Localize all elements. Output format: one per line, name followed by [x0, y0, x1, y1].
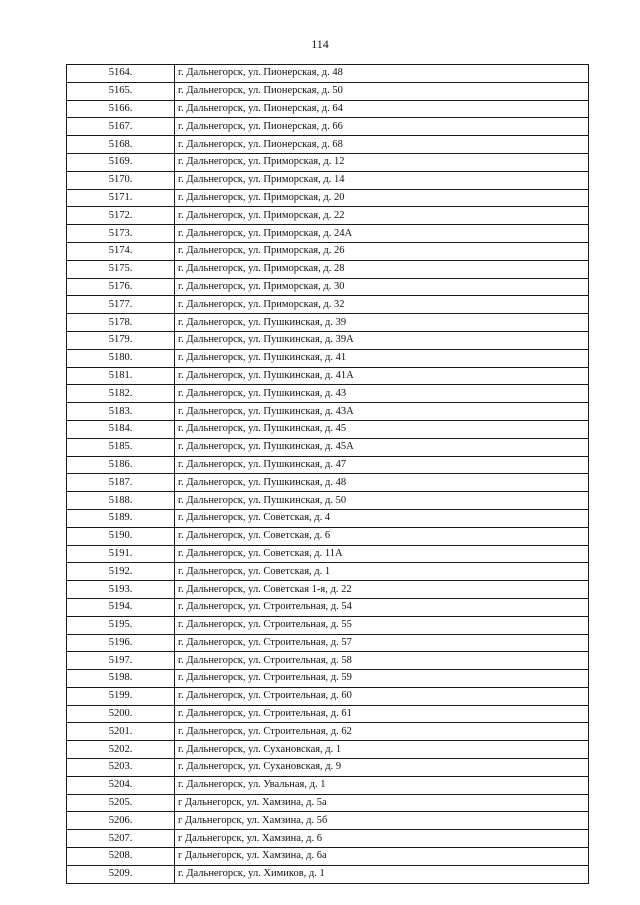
table-row: [67, 830, 589, 848]
table-row: [67, 403, 589, 421]
row-number-cell: 5195.: [67, 616, 175, 634]
address-cell: г. Дальнегорск, ул. Пушкинская, д. 45: [175, 420, 589, 438]
address-cell: г Дальнегорск, ул. Хамзина, д. 5а: [175, 794, 589, 812]
address-cell: г. Дальнегорск, ул. Приморская, д. 24А: [175, 225, 589, 243]
table-row: [67, 171, 589, 189]
table-row: [67, 705, 589, 723]
row-number-cell: 5165.: [67, 82, 175, 100]
address-cell: г Дальнегорск, ул. Хамзина, д. 5б: [175, 812, 589, 830]
address-cell: г. Дальнегорск, ул. Строительная, д. 61: [175, 705, 589, 723]
table-row: [67, 687, 589, 705]
table-row: [67, 296, 589, 314]
table-row: [67, 100, 589, 118]
address-cell: г. Дальнегорск, ул. Пушкинская, д. 48: [175, 474, 589, 492]
row-number-cell: 5207.: [67, 830, 175, 848]
table-row: [67, 492, 589, 510]
address-cell: г. Дальнегорск, ул. Строительная, д. 54: [175, 598, 589, 616]
address-cell: г. Дальнегорск, ул. Приморская, д. 32: [175, 296, 589, 314]
row-number-cell: 5176.: [67, 278, 175, 296]
table-row: [67, 634, 589, 652]
table-row: [67, 848, 589, 866]
address-cell: г. Дальнегорск, ул. Пионерская, д. 68: [175, 136, 589, 154]
address-cell: г. Дальнегорск, ул. Строительная, д. 58: [175, 652, 589, 670]
table-row: [67, 670, 589, 688]
address-cell: г. Дальнегорск, ул. Пушкинская, д. 41А: [175, 367, 589, 385]
address-cell: г. Дальнегорск, ул. Сухановская, д. 1: [175, 741, 589, 759]
address-cell: г. Дальнегорск, ул. Советская, д. 6: [175, 527, 589, 545]
table-row: [67, 260, 589, 278]
row-number-cell: 5205.: [67, 794, 175, 812]
table-row: [67, 153, 589, 171]
address-cell: г. Дальнегорск, ул. Советская, д. 4: [175, 509, 589, 527]
address-cell: г. Дальнегорск, ул. Пионерская, д. 50: [175, 82, 589, 100]
table-row: [67, 82, 589, 100]
address-cell: г. Дальнегорск, ул. Приморская, д. 12: [175, 153, 589, 171]
row-number-cell: 5209.: [67, 865, 175, 883]
row-number-cell: 5169.: [67, 153, 175, 171]
table-row: [67, 349, 589, 367]
table-row: [67, 741, 589, 759]
address-cell: г. Дальнегорск, ул. Строительная, д. 55: [175, 616, 589, 634]
table-row: [67, 278, 589, 296]
address-cell: г. Дальнегорск, ул. Строительная, д. 59: [175, 670, 589, 688]
row-number-cell: 5196.: [67, 634, 175, 652]
address-cell: г. Дальнегорск, ул. Увальная, д. 1: [175, 776, 589, 794]
row-number-cell: 5197.: [67, 652, 175, 670]
row-number-cell: 5187.: [67, 474, 175, 492]
address-cell: г. Дальнегорск, ул. Пушкинская, д. 39А: [175, 331, 589, 349]
row-number-cell: 5175.: [67, 260, 175, 278]
table-row: [67, 314, 589, 332]
address-cell: г. Дальнегорск, ул. Пушкинская, д. 43А: [175, 403, 589, 421]
table-row: [67, 527, 589, 545]
address-cell: г. Дальнегорск, ул. Пушкинская, д. 43: [175, 385, 589, 403]
row-number-cell: 5186.: [67, 456, 175, 474]
row-number-cell: 5202.: [67, 741, 175, 759]
page-number: 114: [311, 37, 329, 51]
table-row: [67, 474, 589, 492]
row-number-cell: 5180.: [67, 349, 175, 367]
table-row: [67, 367, 589, 385]
table-row: [67, 225, 589, 243]
table-row: [67, 545, 589, 563]
table-row: [67, 581, 589, 599]
row-number-cell: 5166.: [67, 100, 175, 118]
address-cell: г. Дальнегорск, ул. Приморская, д. 20: [175, 189, 589, 207]
address-cell: г. Дальнегорск, ул. Строительная, д. 62: [175, 723, 589, 741]
address-cell: г. Дальнегорск, ул. Пионерская, д. 48: [175, 65, 589, 83]
row-number-cell: 5178.: [67, 314, 175, 332]
row-number-cell: 5204.: [67, 776, 175, 794]
row-number-cell: 5168.: [67, 136, 175, 154]
table-row: [67, 509, 589, 527]
row-number-cell: 5201.: [67, 723, 175, 741]
address-cell: г. Дальнегорск, ул. Приморская, д. 22: [175, 207, 589, 225]
address-cell: г. Дальнегорск, ул. Советская 1-я, д. 22: [175, 581, 589, 599]
address-cell: г. Дальнегорск, ул. Строительная, д. 57: [175, 634, 589, 652]
row-number-cell: 5192.: [67, 563, 175, 581]
address-cell: г Дальнегорск, ул. Хамзина, д. 6: [175, 830, 589, 848]
address-cell: г. Дальнегорск, ул. Приморская, д. 26: [175, 242, 589, 260]
address-cell: г. Дальнегорск, ул. Пушкинская, д. 50: [175, 492, 589, 510]
table-row: [67, 136, 589, 154]
address-cell: г. Дальнегорск, ул. Строительная, д. 60: [175, 687, 589, 705]
row-number-cell: 5179.: [67, 331, 175, 349]
address-table-body: [67, 65, 589, 884]
row-number-cell: 5173.: [67, 225, 175, 243]
table-row: [67, 385, 589, 403]
row-number-cell: 5181.: [67, 367, 175, 385]
row-number-cell: 5189.: [67, 509, 175, 527]
table-row: [67, 794, 589, 812]
row-number-cell: 5171.: [67, 189, 175, 207]
table-row: [67, 563, 589, 581]
address-cell: г. Дальнегорск, ул. Приморская, д. 30: [175, 278, 589, 296]
table-row: [67, 616, 589, 634]
row-number-cell: 5188.: [67, 492, 175, 510]
address-cell: г. Дальнегорск, ул. Пионерская, д. 64: [175, 100, 589, 118]
table-row: [67, 65, 589, 83]
table-row: [67, 207, 589, 225]
table-row: [67, 420, 589, 438]
address-cell: г. Дальнегорск, ул. Советская, д. 11А: [175, 545, 589, 563]
row-number-cell: 5193.: [67, 581, 175, 599]
row-number-cell: 5200.: [67, 705, 175, 723]
table-row: [67, 759, 589, 777]
row-number-cell: 5182.: [67, 385, 175, 403]
address-table: [66, 64, 589, 884]
row-number-cell: 5185.: [67, 438, 175, 456]
address-cell: г. Дальнегорск, ул. Пионерская, д. 66: [175, 118, 589, 136]
row-number-cell: 5172.: [67, 207, 175, 225]
address-cell: г. Дальнегорск, ул. Приморская, д. 14: [175, 171, 589, 189]
table-row: [67, 331, 589, 349]
row-number-cell: 5184.: [67, 420, 175, 438]
address-cell: г. Дальнегорск, ул. Пушкинская, д. 47: [175, 456, 589, 474]
row-number-cell: 5194.: [67, 598, 175, 616]
table-row: [67, 865, 589, 883]
row-number-cell: 5183.: [67, 403, 175, 421]
row-number-cell: 5177.: [67, 296, 175, 314]
row-number-cell: 5174.: [67, 242, 175, 260]
row-number-cell: 5208.: [67, 848, 175, 866]
table-row: [67, 456, 589, 474]
address-cell: г. Дальнегорск, ул. Сухановская, д. 9: [175, 759, 589, 777]
table-row: [67, 652, 589, 670]
table-row: [67, 723, 589, 741]
table-row: [67, 598, 589, 616]
table-row: [67, 118, 589, 136]
row-number-cell: 5164.: [67, 65, 175, 83]
table-row: [67, 812, 589, 830]
address-cell: г. Дальнегорск, ул. Советская, д. 1: [175, 563, 589, 581]
table-row: [67, 438, 589, 456]
row-number-cell: 5167.: [67, 118, 175, 136]
row-number-cell: 5203.: [67, 759, 175, 777]
row-number-cell: 5190.: [67, 527, 175, 545]
row-number-cell: 5191.: [67, 545, 175, 563]
row-number-cell: 5198.: [67, 670, 175, 688]
row-number-cell: 5199.: [67, 687, 175, 705]
table-row: [67, 242, 589, 260]
address-cell: г. Дальнегорск, ул. Приморская, д. 28: [175, 260, 589, 278]
row-number-cell: 5206.: [67, 812, 175, 830]
table-row: [67, 776, 589, 794]
row-number-cell: 5170.: [67, 171, 175, 189]
address-cell: г. Дальнегорск, ул. Пушкинская, д. 45А: [175, 438, 589, 456]
address-cell: г. Дальнегорск, ул. Пушкинская, д. 39: [175, 314, 589, 332]
address-cell: г Дальнегорск, ул. Хамзина, д. 6а: [175, 848, 589, 866]
address-cell: г. Дальнегорск, ул. Химиков, д. 1: [175, 865, 589, 883]
table-row: [67, 189, 589, 207]
address-cell: г. Дальнегорск, ул. Пушкинская, д. 41: [175, 349, 589, 367]
